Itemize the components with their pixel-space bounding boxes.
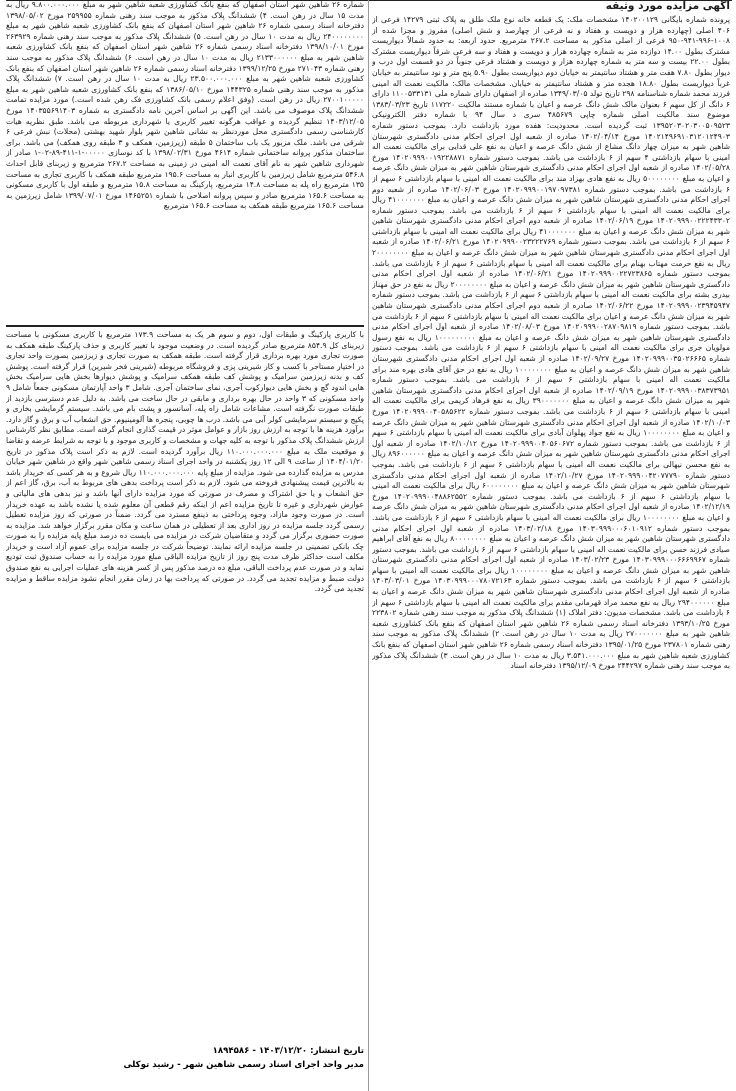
top-left-text-block [6, 0, 364, 322]
signature-name: مدیر واحد اجرای اسناد رسمی شاهین شهر - رشید توکلی [123, 1060, 364, 1070]
left-column-separator-rule [6, 325, 364, 327]
signature-code: تاریخ انتشار: ۱۴۰۳/۱۲/۲۰ - ۱۸۹۴۵۸۶ [212, 1046, 364, 1056]
notice-title: آگهی مزایده مورد وثیقه [605, 0, 730, 12]
column-divider [368, 0, 369, 1091]
right-text-column [372, 0, 730, 1091]
top-left-block-body: شماره ۲۶ شاهین شهر استان اصفهان که بنفع بانک کشاورزی شعبه شاهین شهر به مبلغ ۹.۸۰۰.۰۰۰.۰۰۰ ریال به مدت ۱۵ سال در رهن است. ۴) ششدانگ پلاک مذکور به موجب سند رهنی شماره ۲۵۹۹۵۵ مورخ ۱۳۹۸/۰۵/۰۲ دفترخانه اسناد رسمی شماره ۲۶ شاهین شهر استان اصفهان که بنفع بانک کشاورزی شعبه شاهین شهر به مبلغ ۲۴۰۰۰۰۰۰۰۰ ریال به مدت ۱۰ سال در رهن است. ۵) ششدانگ پلاک مذکور به موجب سند رهنی شماره ۲۶۳۹۲۹ مورخ ۱۳۹۸/۱۰/۰۱ دفترخانه اسناد رسمی شماره ۲۶ شاهین شهر استان اصفهان که بنفع بانک کشاورزی شعبه شاهین شهر به مبلغ ۲۱۳۳۰۰۰۰۰۰ ریال به مدت ۱۰ سال در رهن است. ۶) ششدانگ پلاک مذکور به موجب سند رهنی شماره ۲۷۱۰۴۳ مورخ ۱۳۹۹/۱۲/۲۵ دفترخانه اسناد رسمی شماره ۲۶ شاهین شهر استان اصفهان که بنفع بانک کشاورزی شعبه شاهین شهر به مبلغ ۲۳.۵۰۰.۰۰۰.۰۰۰ ریال به مدت ۱۰ سال در رهن است. ۷) ششدانگ پلاک مذکور به موجب سند رهنی شماره ۱۴۴۳۲۵ مورخ ۱۳۸۶/۰۵/۱۰ که بنفع بانک کشاورزی شعبه شاهین شهر به مبلغ ۲۷۰۰۱۰۰۰۰۰ ریال در رهن است. (وفق اعلام رسمی بانک کشاورزی فک رهن شده است.) مورد مزایده تمامت ششدانگ پلاک موصوف می باشد. این آگهی بر اساس آخرین نامه دادگستری به شماره ۱۴۰۳۵۵۶۹۱۴۰۳ مورخ ۱۴۰۳/۱۲/۰۵ تنظیم گردیده و عواقب هرگونه تغییر کاربری یا شهرداری مربوطه می باشد. طبق نظریه هیات کارشناسی رسمی دادگستری محل موردنظر به نشانی شاهین شهر بلوار شهید بهشتی (محلات) نبش فرعی ۶ شرقی می باشد. ملک مزبور یک باب ساختمان ۵ طبقه (زیرزمین، همکف و ۳ طبقه روی همکف) می باشد. برای ساختمان مذکور پروانه ساختمانی شماره ۴۶۱۴ مورخ ۱۳۹۸/۰۲/۳۱ با کد نوسازی ۰۰۰۰۰-۱-۴۱۱-۸۹-۰۲-۱ صادر از شهرداری شاهین شهر به نام آقای نعمت اله امینی در زمینی به مساحت ۲۶۷.۲ مترمربع و زیربنای قابل احداث ۵۴۶.۸ مترمربع شامل زیرزمین با کاربری انبار به مساحت ۱۹۵.۶ مترمربع طبقه همکف با کاربری تجاری به مساحت ۱۳۵ مترمربع راه پله به مساحت ۱۴.۸ مترمربع، پارکینگ به مساحت ۱۵.۸ مترمربع و طبقه اول با کاربری مسکونی به مساحت ۱۶۵.۶ مترمربع صادر و سپس پروانه اصلاحی با شماره ۱۴۶۵۲۵۱ مورخ ۱۳۹۹/۰۷/۰۱ شامل زیرزمین به مساحت ۱۶۵.۶ مترمربع طبقه همکف به مساحت ۱۶۵.۶ مترمربع [6, 0, 364, 211]
left-column-body: با کاربری پارکینگ و طبقات اول، دوم و سوم هر یک به مساحت ۱۷۳.۹ مترمربع با کاربری مسکونی با مساحت زیربنای کل ۸۵۴.۹ مترمربع صادر گردیده است. در وضعیت موجود با تغییر کاربری و حذف پارکینگ طبقه همکف به صورت تجاری مورد بهره برداری قرار گرفته است. طبقه همکف به صورت تجاری و زیرزمین بصورت واحد تجاری در اختیار مستاجر با کسب و کار شیرینی پزی و فروشگاه مربوطه (شیرینی فخر شیرین) قرار گرفته است. پوشش کف و بدنه زیرزمین سرامیک و پوشش کف طبقه همکف سرامیک و پوشش دیوارها بخش هایی سرامیک بخش هایی اندود گچ و بخش هایی دیوارکوب آجری، نمای ساختمان آجری. شامل ۳ واحد آپارتمان مسکونی جمعاً شامل ۹ واحد مسکونی که ۳ واحد در حال بهره برداری و مابقی در حال ساخت می باشد. به دلیل عدم دسترسی بازدید از طبقات صورت نگرفته است. مشاعات شامل راه پله، آسانسور و پشت بام می باشد. سیستم گرمایشی بخاری و پکیج و سیستم سرمایشی کولر آبی می باشد. درب ها چوبی، پنجره ها آلومینیوم. حق انشعاب آب و برق و گاز دارد. برآورد هزینه ها با توجه به ارزش روز بازار و عوامل موثر در قیمت گذاری انجام گرفته است. مطابق نظر کارشناس ارزش ششدانگ پلاک مذکور با توجه به کلیه جهات و مشخصات و کاربری موجود و با توجه به شرایط عرضه و تقاضا و موقعیت ملک به مبلغ ۱۱۰.۰۰۰.۰۰۰.۰۰۰ ریال برآورد گردیده است. لازم به ذکر است پلاک مذکور در تاریخ ۱۴۰۴/۰۱/۲۰ از ساعت ۹ الی ۱۲ روز یکشنبه در واحد اجرای اسناد رسمی شاهین شهر واقع در شاهین شهر خیابان مدرس به مزایده گذارده می شود. مزایده از مبلغ پایه ۱۱۰.۰۰۰.۰۰۰.۰۰۰ ریال شروع و به هر کسی که خریدار باشد به بالاترین قیمت پیشنهادی فروخته می شود. لازم به ذکر است پرداخت بدهی های مربوط به آب، برق، گاز اعم از حق انشعاب و یا حق اشتراک و مصرف در صورتی که مورد مزایده دارای آنها باشد و نیز بدهی های مالیاتی و عوارض شهرداری و غیره تا تاریخ مزایده اعم از اینکه رقم قطعی آن معلوم شده یا نشده باشد به عهده خریدار است. در صورت وجود مازاد، وجوه پرداختی به ذینفع مسترد می گردد. ضمناً در صورتی که روز مزایده تعطیل رسمی گردد جلسه مزایده در روز اداری بعد از تعطیلی در همان ساعت و مکان مقرر برگزار خواهد شد. مزایده به صورت حضوری برگزار می گردد و متقاضیان شرکت در مزایده می بایست ده درصد مبلغ پایه مزایده را به صورت چک بانکی تضمینی در جلسه مزایده ارائه نمایند. توضیحاً شرکت در جلسه مزایده برای عموم آزاد است و خریدار مکلف است حداکثر ظرف مدت پنج روز از تاریخ مزایده الباقی مبلغ مورد مزایده را به حساب صندوق ثبت تودیع نماید و در صورت عدم پرداخت الباقی، مبلغ ده درصد مذکور پس از کسر هزینه های عملیات اجرایی به نفع صندوق دولت ضبط و مزایده تجدید می گردد. در صورتی که پرداخت بها در زمان مقرر انجام نشود مزایده ساقط و مزایده تجدید می گردد. [6, 330, 364, 594]
left-text-column [6, 330, 364, 1091]
right-column-body: پرونده شماره بایگانی ۱۴۰۲۰۰۱۲۹ مشخصات ملک: یک قطعه خانه نوع ملک طلق به پلاک ثبتی ۱۴۲۷۹ فرعی از ۴۰۶ اصلی (چهارده هزار و دویست و هفتاد و نه فرعی از چهارصد و شش اصلی) مفروز و مجزا شده از ۱۰۰۸-۹۹۶-۹۴۱-۹۵۰ فرعی از اصلی مذکور به مساحت ۲۶۷.۲ مترمربع. حدود اربعه: به حدود شمالاً دیواریست مشترک بطول ۱۴.۰۰ دوازده متر به شماره چهارده هزار و دویست و هفتاد و سه فرعی شرقاً دیواریست مشترک بطول ۲۲.۰۰ بیست و سه متر به شماره چهارده هزار و دویست و هشتاد فرعی جنوباً در دو قسمت اول درب و دیوار بطول ۷.۸۰ هفت متر و هشتاد سانتیمتر به خیابان دوم دیواریست بطول ۵.۹۰ پنج متر و نود سانتیمتر به خیابان غرباً دیواریست بطول ۱۸.۸۰ هجده متر و هشتاد سانتیمتر به خیابان. مشخصات مالک: مالکیت نعمت اله امینی فرزند محمد شماره شناسنامه ۲۹۸ تاریخ تولد ۱۳۴۹/۰۳/۰۵ صادره از اصفهان دارای شماره ملی ۱۱۰۰۵۳۳۱۳۱ دارای ۶ دانگ از کل سهم ۶ بعنوان مالک شش دانگ عرصه و اعیان با شماره مستند مالکیت ۱۱۷۲۲۰ تاریخ ۱۳۸۳/۰۳/۲۳ موضوع سند مالکیت اصلی شماره چاپی ۴۸۵۶۷۹ سری د سال ۹۴ با شماره دفتر الکترونیکی ۱۳۹۵۲۰۳۰۲۰۳۰۰۵۰۹۵۲۳ ثبت گردیده است. محدودیت: هفده مورد بازداشت دارد. بموجب دستور شماره ۱۴۰۲۱۴۹۶۹۱۰۳۱۲۰۱۲۴۹۰۳ مورخ ۱۴۰۲/۰۴/۱۴ صادره از شعبه اول اجرای احکام مدنی دادگستری شهرستان شاهین شهر به میزان چهار دانگ مشاع از شش دانگ عرصه و اعیان به نفع علی قدایی برای مالکیت نعمت اله امینی با سهام بازداشتی ۴ سهم از ۶ بازداشت می باشد. بموجب دستور شماره ۱۴۰۲۰۹۹۹۰۰۱۹۲۲۸۸۷۱ مورخ ۱۴۰۲/۰۵/۲۸ صادره از شعبه اول اجرای احکام مدنی دادگستری شهرستان شاهین شهر به میزان شش دانگ عرصه و اعیان به مبلغ ۵۰۰۰۰۰۰۰۰ ریال به نفع هادی بهزاد مند برای مالکیت نعمت اله امینی با سهام بازداشتی ۶ سهم از ۶ بازداشت می باشد. بموجب دستور شماره ۱۴۰۲۰۹۹۹۰۰۱۹۷۰۹۷۳۸۱ مورخ ۱۴۰۲/۰۶/۰۳ صادره از شعبه دوم اجرای احکام مدنی دادگستری شهرستان شاهین شهر به میزان شش دانگ عرصه و اعیان به مبلغ ۴۱۰۰۰۰۰۰۰ ریال برای مالکیت نعمت اله امینی با سهام بازداشتی ۶ سهم از ۶ بازداشت می باشد. بموجب دستور شماره ۱۴۰۲۰۹۹۹۰۰۲۲۲۴۳۳۰۲ مورخ ۱۴۰۲/۰۶/۱۹ صادره از شعبه دوم اجرای احکام مدنی دادگستری شهرستان شاهین شهر به میزان شش دانگ عرصه و اعیان به مبلغ ۴۱۰۰۰۰۰۰۰ ریال برای مالکیت نعمت اله امینی با سهام بازداشتی ۶ سهم از ۶ بازداشت می باشد. بموجب دستور شماره ۱۴۰۲۰۹۹۹۰۰۲۳۲۲۲۷۶۹ مورخ ۱۴۰۲/۰۶/۲۱ صادره از شعبه اول اجرای احکام مدنی دادگستری شهرستان شاهین شهر به میزان شش دانگ عرصه و اعیان به مبلغ ۲۰۰۰۰۰۰۰۰ ریال به نفع حرمت مهتاب بهنام برای مالکیت نعمت اله امینی با سهام بازداشتی ۶ سهم از ۶ بازداشت می باشد. بموجب دستور شماره ۱۴۰۲۰۹۹۹۰۰۲۲۷۲۳۸۶۵ مورخ ۱۴۰۲/۰۶/۲۱ صادره از شعبه اول اجرای احکام مدنی دادگستری شهرستان شاهین شهر به میزان شش دانگ عرصه و اعیان به مبلغ ۲۰۰۰۰۰۰۰۰ ریال به نفع در حق مهناز بیدری بشته برای مالکیت نعمت اله امینی با سهام بازداشتی ۶ سهم از ۶ بازداشت می باشد. بموجب دستور شماره ۱۴۰۲۰۹۹۹۰۰۲۳۹۴۵۹۴۷ مورخ ۱۴۰۲/۰۶/۲۲ صادره از شعبه دوم اجرای احکام مدنی دادگستری شهرستان شاهین شهر به میزان شش دانگ عرصه و اعیان برای مالکیت نعمت اله امینی با سهام بازداشتی ۶ سهم از ۶ بازداشت می باشد. بموجب دستور شماره ۱۴۰۲۰۹۹۹۰۰۲۸۷۰۹۸۱۹ مورخ ۱۴۰۲/۰۸/۰۳ صادره از شعبه اول اجرای احکام مدنی دادگستری شهرستان شاهین شهر به میزان شش دانگ عرصه و اعیان به مبلغ ۱۰۰۰۰۰۰۰۰۰ ریال به نفع رسول مولویان جری برای مالکیت نعمت اله امینی با سهام بازداشتی ۶ سهم از ۶ بازداشت می باشد. بموجب دستور شماره ۱۴۰۲۰۹۹۹۰۰۳۵۰۲۶۶۶۵ مورخ ۱۴۰۲/۰۹/۲۷ صادره از شعبه اول اجرای احکام مدنی دادگستری شهرستان شاهین شهر به میزان شش دانگ عرصه و اعیان به مبلغ ۱۰۰۰۰۰۰۰۰ ریال به نفع در حق آقای هادی بهره مند برای مالکیت نعمت اله امینی با سهام بازداشتی ۶ سهم از ۶ بازداشت می باشد. بموجب دستور شماره ۱۴۰۲۰۹۹۹۰۰۳۸۳۷۳۹۵۱ مورخ ۱۴۰۲/۰۹/۱۹ صادره از شعبه اول اجرای احکام مدنی دادگستری شهرستان شاهین شهر به میزان شش دانگ عرصه و اعیان به مبلغ ۳۹۰۰۰۰۰۰۰ ریال به نفع فرهاد کریمی برای مالکیت نعمت اله امینی با سهام بازداشتی ۶ سهم از ۶ بازداشت می باشد. بموجب دستور شماره ۱۴۰۲۰۹۹۹۰۰۴۰۵۸۵۶۲۲ مورخ ۱۴۰۲/۱۰/۰۳ صادره از شعبه اول اجرای احکام مدنی دادگستری شهرستان شاهین شهر به میزان شش دانگ عرصه و اعیان به مبلغ ۱۰۰۰۰۰۰۰۰ ریال به نفع جواد پهلوان آبادی برای مالکیت نعمت اله امینی با سهام بازداشتی ۶ سهم از ۶ بازداشت می باشد. بموجب دستور شماره ۱۴۰۲۰۹۹۹۰۰۴۰۵۶۰۶۷۲ مورخ ۱۴۰۲/۱۰/۱۲ صادره از شعبه اول اجرای احکام مدنی دادگستری شهرستان شاهین شهر به میزان شش دانگ عرصه و اعیان به مبلغ ۸۹۶۰۰۰۰۰۰ ریال به نفع محسن نیهالی برای مالکیت نعمت اله امینی با سهام بازداشتی ۶ سهم از ۶ بازداشت می باشد. بموجب دستور شماره ۱۴۰۲۰۹۹۹۰۰۴۲۰۷۷۷۹۰ مورخ ۱۴۰۲/۱۰/۲۷ صادره از شعبه اول اجرای احکام مدنی دادگستری شهرستان شاهین شهر به میزان شش دانگ عرصه و اعیان به مبلغ ۶۰۰۰۰۰۰۰۰ ریال برای مالکیت نعمت اله امینی با سهام بازداشتی ۶ سهم از ۶ بازداشت می باشد. بموجب دستور شماره ۱۴۰۲۰۹۹۹۰۰۴۸۸۶۲۵۵۲ مورخ ۱۴۰۲/۱۲/۱۹ صادره از شعبه اول اجرای احکام مدنی دادگستری شهرستان شاهین شهر به میزان شش دانگ عرصه و اعیان به مبلغ ۱۰۰۰۰۰۰۰۰ ریال برای مالکیت نعمت اله امینی با سهام بازداشتی ۶ سهم از ۶ بازداشت می باشد. بموجب دستور شماره ۱۴۰۳۰۹۹۹۰۰۰۶۰۱۰۹۱۲ مورخ ۱۴۰۳/۰۲/۱۸ صادره از شعبه اول اجرای احکام مدنی دادگستری شهرستان شاهین شهر به میزان شش دانگ عرصه و اعیان به مبلغ ۸۰۰۰۰۰۰۰۰ ریال به نفع آقای ابراهیم صیادی فرزند حسن برای مالکیت نعمت اله امینی با سهام بازداشتی ۶ سهم از ۶ بازداشت می باشد. بموجب دستور شماره ۱۴۰۳۰۹۹۹۰۰۰۶۶۶۹۹۶۷ مورخ ۱۴۰۳/۰۲/۲۳ صادره از شعبه اول اجرای احکام مدنی دادگستری شهرستان شاهین شهر به میزان شش دانگ عرصه و اعیان به مبلغ ۱۰۰۰۰۰۰۰۰ ریال برای مالکیت نعمت اله امینی با سهام بازداشتی ۶ سهم از ۶ بازداشت می باشد. بموجب دستور شماره ۱۴۰۳۰۹۹۹۰۰۰۷۸۰۷۲۱۶۳ مورخ ۱۴۰۳/۰۳/۰۱ صادره از شعبه اول اجرای احکام مدنی دادگستری شهرستان شاهین شهر به میزان شش دانگ عرصه و اعیان به مبلغ ۲۹۴۰۰۰۰۰۰ ریال به نفع محمد مراد قهرمانی مقدم برای مالکیت نعمت اله امینی با سهام بازداشتی ۶ سهم از ۶ بازداشت می باشد. مشخصات مدیون: دفتر املاک (۱) ششدانگ پلاک مذکور به موجب سند رهنی شماره ۲۲۳۸۰۲ مورخ ۱۳۹۳/۱۰/۲۵ دفترخانه اسناد رسمی شماره ۲۶ شاهین شهر استان اصفهان که بنفع بانک کشاورزی شعبه شاهین شهر به مبلغ ۲۷۰۰۰۰۰۰۰ ریال به مدت ۱۰ سال در رهن است. ۲) ششدانگ پلاک مذکور به موجب سند رهنی شماره ۲۳۷۸۰۱ مورخ ۱۳۹۵/۰۱/۲۵ دفترخانه اسناد رسمی شماره ۲۶ شاهین شهر استان اصفهان که بنفع بانک کشاورزی شعبه شاهین شهر به مبلغ ۳.۵۴۱.۰۰۰.۰۰۰ ریال به مدت ۱۰ سال در رهن است. ۳) ششدانگ پلاک مذکور به موجب سند رهنی شماره ۲۴۴۲۹۷ مورخ ۱۳۹۵/۱۲/۰۹ دفترخانه اسناد [372, 15, 730, 671]
